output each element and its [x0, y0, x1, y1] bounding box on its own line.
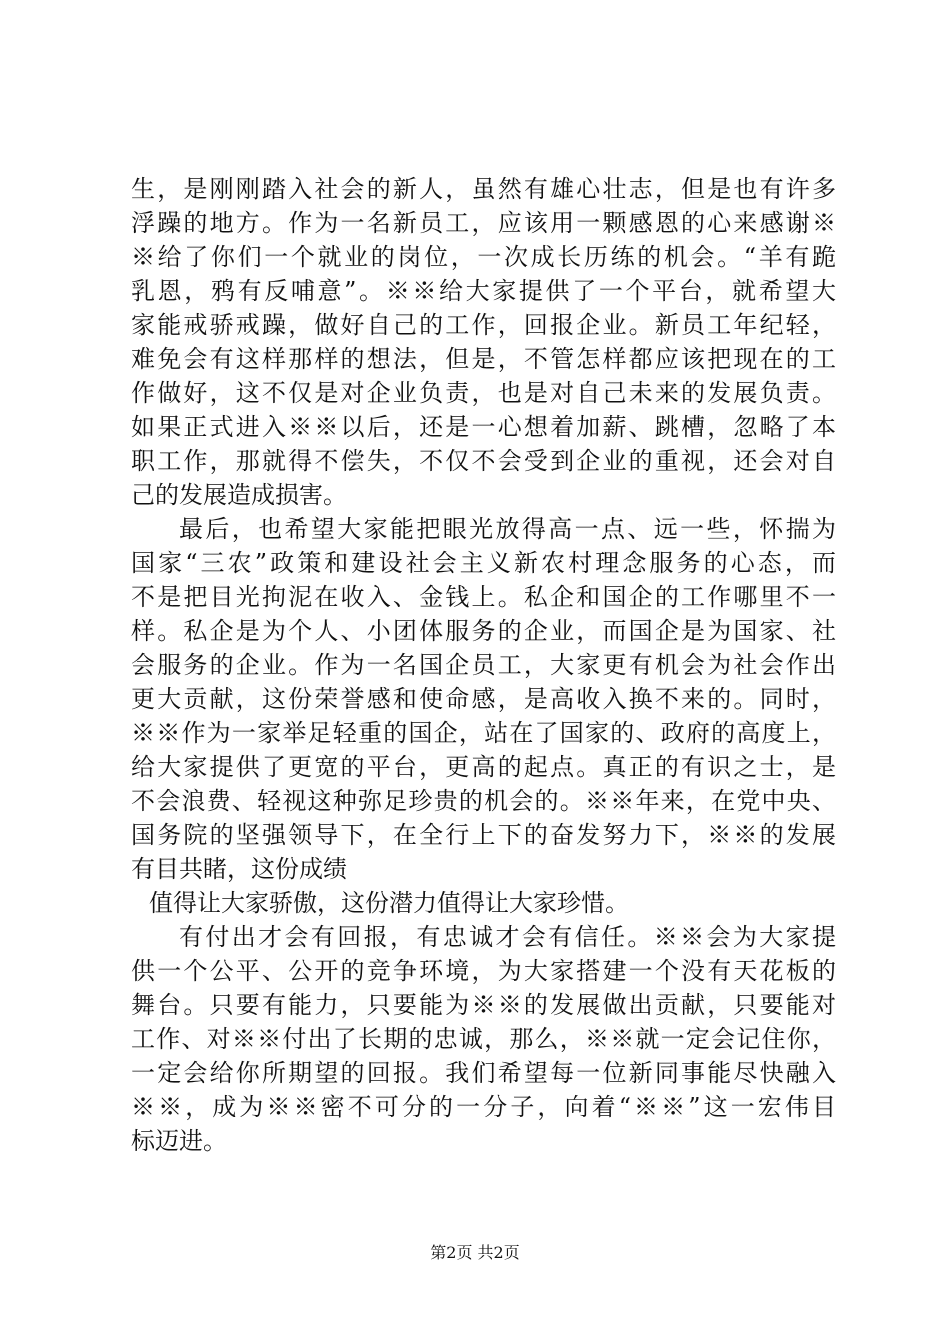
- text-line: 己的发展造成损害。: [131, 481, 347, 509]
- text-line: 最后，也希望大家能把眼光放得高一点、远一些，怀揣为: [179, 515, 836, 543]
- text-line: 一定会给你所期望的回报。我们希望每一位新同事能尽快融入: [131, 1059, 836, 1087]
- text-line: 舞台。只要有能力，只要能为※※的发展做出贡献，只要能对: [131, 991, 836, 1019]
- text-line: 难免会有这样那样的想法，但是，不管怎样都应该把现在的工: [131, 345, 836, 373]
- text-line: 有付出才会有回报，有忠诚才会有信任。※※会为大家提: [179, 923, 836, 951]
- text-line: 不会浪费、轻视这种弥足珍贵的机会的。※※年来，在党中央、: [131, 787, 836, 815]
- text-line: 职工作，那就得不偿失，不仅不会受到企业的重视，还会对自: [131, 447, 836, 475]
- text-line: 不是把目光拘泥在收入、金钱上。私企和国企的工作哪里不一: [131, 583, 836, 611]
- page-footer: [0, 1242, 950, 1264]
- document-body: [131, 172, 836, 1158]
- text-line: 会服务的企业。作为一名国企员工，大家更有机会为社会作出: [131, 651, 836, 679]
- text-line: 家能戒骄戒躁，做好自己的工作，回报企业。新员工年纪轻，: [131, 311, 836, 339]
- text-line: 国务院的坚强领导下，在全行上下的奋发努力下，※※的发展: [131, 821, 836, 849]
- text-line: 值得让大家骄傲，这份潜力值得让大家珍惜。: [149, 889, 629, 917]
- text-line: 如果正式进入※※以后，还是一心想着加薪、跳槽，忽略了本: [131, 413, 836, 441]
- page-number: 第2页 共2页: [430, 1243, 520, 1262]
- text-line: ※给了你们一个就业的岗位，一次成长历练的机会。“羊有跪: [131, 243, 836, 271]
- text-line: ※※作为一家举足轻重的国企，站在了国家的、政府的高度上，: [131, 719, 836, 747]
- text-line: 供一个公平、公开的竞争环境，为大家搭建一个没有天花板的: [131, 957, 836, 985]
- text-line: 样。私企是为个人、小团体服务的企业，而国企是为国家、社: [131, 617, 836, 645]
- text-line: 给大家提供了更宽的平台，更高的起点。真正的有识之士，是: [131, 753, 836, 781]
- text-line: 更大贡献，这份荣誉感和使命感，是高收入换不来的。同时，: [131, 685, 836, 713]
- text-line: 国家“三农”政策和建设社会主义新农村理念服务的心态，而: [131, 549, 836, 577]
- text-line: 工作、对※※付出了长期的忠诚，那么，※※就一定会记住你，: [131, 1025, 836, 1053]
- text-line: 有目共睹，这份成绩: [131, 855, 347, 883]
- text-line: 乳恩，鸦有反哺意”。※※给大家提供了一个平台，就希望大: [131, 277, 836, 305]
- text-line: 浮躁的地方。作为一名新员工，应该用一颗感恩的心来感谢※: [131, 209, 836, 237]
- text-line: 生，是刚刚踏入社会的新人，虽然有雄心壮志，但是也有许多: [131, 175, 836, 203]
- text-line: 标迈进。: [131, 1127, 227, 1155]
- text-line: ※※，成为※※密不可分的一分子，向着“※※”这一宏伟目: [131, 1093, 836, 1121]
- text-line: 作做好，这不仅是对企业负责，也是对自己未来的发展负责。: [131, 379, 836, 407]
